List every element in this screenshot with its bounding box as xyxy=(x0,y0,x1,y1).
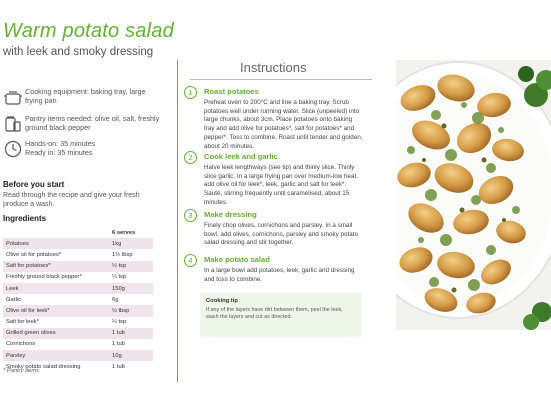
step-1 xyxy=(184,86,374,148)
ingredient-name: Grilled green olives xyxy=(3,328,109,339)
step-number: 4 xyxy=(184,254,197,267)
pantry-items-footnote: * Pantry items xyxy=(3,368,40,374)
ingredient-amount: ¼ tsp xyxy=(109,317,153,328)
ingredient-amount: 150g xyxy=(109,283,153,294)
step-body: Halve leek lengthways (see tip) and thinly slice. Thinly slice garlic. In a large frying pan over medium-low heat, add olive oil for leek*, leek, garlic and salt for leek*. Sauté, stirring frequently until caramelised, about 15 minutes. xyxy=(204,164,358,206)
step-title: Cook leek and garlic xyxy=(204,152,278,161)
ingredient-name: Garlic xyxy=(3,294,109,305)
clock-icon xyxy=(3,139,23,159)
step-body: Finely chop olives, cornichons and parsley. In a small bowl, add olives, cornichons, parsley and smoky potato salad dressing and stir together. xyxy=(204,222,359,247)
ingredient-amount: 1 tub xyxy=(109,328,153,339)
ingredient-amount: ½ tbsp xyxy=(109,305,153,316)
table-row xyxy=(3,328,153,339)
column-divider xyxy=(177,60,178,382)
serves-header: 6 serves xyxy=(109,227,153,238)
ingredient-amount: 1 tub xyxy=(109,339,153,350)
step-number: 1 xyxy=(184,86,197,99)
cooking-tip-body: If any of the layers have dirt between them, peel the leek, wash the layers and cut as directed. xyxy=(206,307,343,320)
step-body: In a large bowl add potatoes, leek, garlic and dressing and toss to combine. xyxy=(204,267,355,283)
ingredients-header-row xyxy=(3,227,153,238)
step-title: Make potato salad xyxy=(204,255,270,264)
pot-icon xyxy=(3,87,23,107)
ingredient-name: Olive oil for leek* xyxy=(3,305,109,316)
table-row xyxy=(3,238,153,249)
step-2 xyxy=(184,151,374,207)
ingredients-heading: Ingredients xyxy=(3,214,47,223)
step-number: 3 xyxy=(184,209,197,222)
ingredient-amount: 1½ tbsp xyxy=(109,249,153,260)
ingredient-name-header xyxy=(3,227,109,238)
equipment-info xyxy=(3,87,168,111)
time-info xyxy=(3,139,168,163)
step-title: Make dressing xyxy=(204,210,257,219)
ingredient-name: Olive oil for potatoes* xyxy=(3,249,109,260)
ingredient-name: Freshly ground black pepper* xyxy=(3,272,109,283)
ingredient-amount: 1kg xyxy=(109,238,153,249)
instructions-underline xyxy=(190,79,372,80)
ingredient-amount: ½ tsp xyxy=(109,261,153,272)
pantry-info xyxy=(3,114,168,138)
ingredient-name: Salt for potatoes* xyxy=(3,261,109,272)
table-row xyxy=(3,339,153,350)
time-text xyxy=(25,139,163,157)
recipe-subtitle: with leek and smoky dressing xyxy=(3,46,154,58)
table-row xyxy=(3,317,153,328)
ingredient-name: Parsley xyxy=(3,350,109,361)
table-row xyxy=(3,283,153,294)
ingredient-name: Smoky potato salad dressing xyxy=(3,361,109,372)
before-you-start-text: Read through the recipe and give your fresh produce a wash. xyxy=(3,192,140,208)
cooking-tip-title: Cooking tip xyxy=(206,298,238,304)
table-row xyxy=(3,249,153,260)
equipment-text: Cooking equipment: baking tray, large frying pan xyxy=(25,87,146,105)
step-3 xyxy=(184,209,374,253)
table-row xyxy=(3,305,153,316)
step-4 xyxy=(184,254,374,289)
pantry-text: Pantry items needed: olive oil, salt, freshly ground black pepper xyxy=(25,114,160,132)
ingredient-amount: 1 tub xyxy=(109,361,153,372)
step-body: Preheat oven to 200°C and line a baking tray. Scrub potatoes well under running water. Slice (unpeeled) into large chunks, about 3cm. Place potatoes onto baking tray and add olive for potatoes*, salt for potatoes* and pepper*. Toss to combine. Roast until tender and golden, about 20 minutes. xyxy=(204,99,363,150)
ingredient-name: Leek xyxy=(3,283,109,294)
step-title: Roast potatoes xyxy=(204,87,259,96)
ingredient-amount: 10g xyxy=(109,350,153,361)
hands-on-time: Hands-on: 35 minutes xyxy=(25,139,96,148)
ingredient-amount: 6g xyxy=(109,294,153,305)
ingredient-name: Salt for leek* xyxy=(3,317,109,328)
instructions-heading: Instructions xyxy=(240,60,307,75)
table-row xyxy=(3,294,153,305)
potato-salad-photo xyxy=(396,60,551,330)
table-row xyxy=(3,350,153,361)
ingredient-name: Cornichons xyxy=(3,339,109,350)
table-row xyxy=(3,261,153,272)
ingredients-table xyxy=(3,227,153,372)
recipe-title: Warm potato salad xyxy=(3,20,174,42)
step-number: 2 xyxy=(184,151,197,164)
ingredient-amount: ¼ tsp xyxy=(109,272,153,283)
cooking-tip-box xyxy=(200,293,361,337)
table-row xyxy=(3,272,153,283)
pantry-jar-icon xyxy=(3,114,23,134)
ingredient-name: Potatoes xyxy=(3,238,109,249)
ready-in-time: Ready in: 35 minutes xyxy=(25,148,93,157)
before-you-start-heading: Before you start xyxy=(3,180,65,189)
